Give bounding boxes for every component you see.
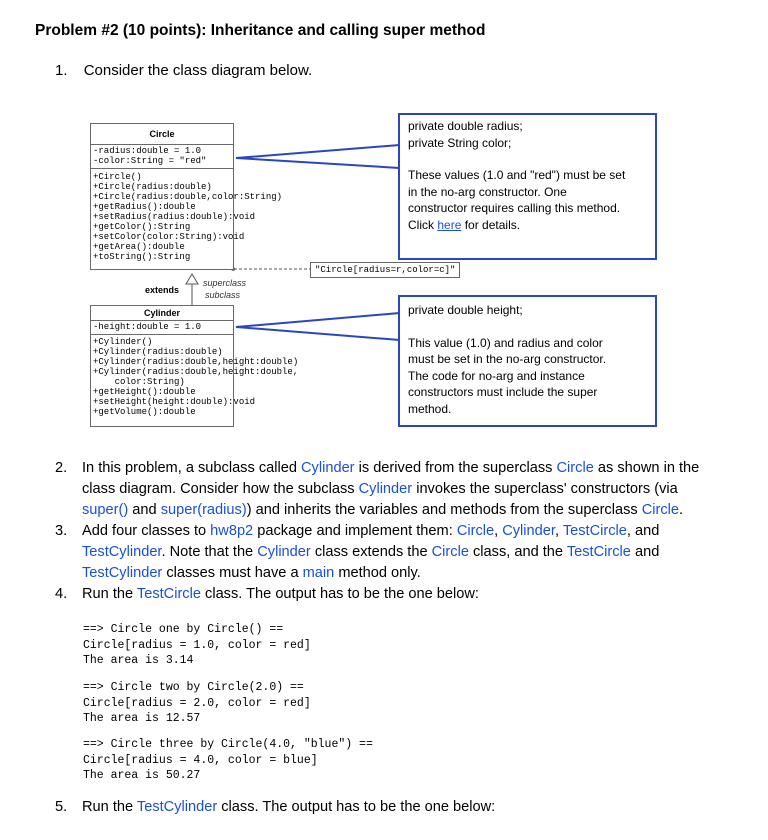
output-block-3 (83, 737, 373, 784)
item-4-line (82, 584, 479, 604)
note2-callout (236, 313, 400, 340)
cylinder-method: +Cylinder(radius:double,height:double) (93, 357, 299, 367)
item-4-text: Run the (82, 586, 137, 602)
item-2-text: and (128, 502, 161, 518)
cylinder-attr: -height:double = 1.0 (93, 322, 202, 332)
cylinder-method: +getHeight():double (93, 387, 196, 397)
item-2-text: is derived from the superclass (354, 460, 557, 476)
item-3-line2 (82, 542, 659, 562)
item-2-line1 (82, 458, 699, 478)
note1-body-a: These values (1.0 and "red") must be set (408, 168, 626, 182)
note2-body-e: method. (408, 401, 452, 416)
extends-label: extends (145, 285, 180, 295)
note1-line2: private String color; (408, 135, 512, 150)
cylinder-method: +getVolume():double (93, 407, 196, 417)
circle-method: +toString():String (93, 252, 191, 262)
note2-body-d: constructors must include the super (408, 385, 598, 399)
output-line: The area is 12.57 (83, 712, 201, 725)
output-line: ==> Circle one by Circle() == (83, 623, 284, 636)
output-line: Circle[radius = 2.0, color = red] (83, 696, 311, 710)
item-2-text: invokes the superclass' constructors (via (412, 481, 678, 497)
testcircle-ref: TestCircle (566, 544, 631, 560)
item-3-line3 (82, 563, 421, 583)
output-line: Circle[radius = 4.0, color = blue] (83, 753, 318, 767)
item-2-text: . (679, 502, 684, 518)
testcircle-ref: TestCircle (562, 523, 627, 539)
testcylinder-ref: TestCylinder (136, 799, 218, 815)
item-5-text: class. The output has to be the one below: (217, 799, 496, 815)
output-line: Circle[radius = 1.0, color = red] (83, 638, 311, 652)
note1-body-d (408, 217, 647, 234)
item-4-text: class. The output has to be the one below: (200, 586, 479, 602)
cylinder-attributes (91, 320, 233, 334)
super-ref: super() (82, 502, 129, 518)
item-5-number: 5. (55, 799, 68, 815)
item-3-text: classes must have a (162, 565, 303, 581)
item-2-text: In this problem, a subclass called (82, 460, 302, 476)
output-line: The area is 3.14 (83, 654, 194, 667)
testcylinder-ref: TestCylinder (82, 565, 163, 581)
testcylinder-ref: TestCylinder (82, 544, 162, 560)
item-1-text: Consider the class diagram below. (83, 62, 313, 79)
cylinder-ref: Cylinder (358, 481, 413, 497)
output-block-2 (83, 680, 311, 727)
super-radius-ref: super(radius) (160, 502, 247, 518)
circle-method: +setColor(color:String):void (93, 232, 245, 242)
circle-method: +getRadius():double (93, 202, 196, 212)
note1-body-c: constructor requires calling this method. (408, 201, 621, 215)
note2-line1: private double height; (408, 303, 523, 317)
item-3-text: . Note that the (161, 544, 258, 560)
note1-body-d-post: for details. (461, 217, 521, 232)
item-3-text: class extends the (310, 544, 432, 560)
circle-ref: Circle (556, 460, 594, 476)
cylinder-class-name: Cylinder (143, 308, 180, 318)
circle-ref: Circle (641, 502, 680, 518)
circle-attr: -color:String = "red" (93, 156, 207, 166)
circle-methods (91, 168, 283, 262)
item-3-text: , (494, 523, 503, 539)
cylinder-method: +Cylinder(radius:double,height:double, (93, 367, 299, 377)
cylinder-method: color:String) (93, 377, 185, 387)
circle-class-name: Circle (149, 129, 175, 139)
inheritance-arrowhead (186, 274, 198, 284)
cylinder-ref: Cylinder (301, 460, 355, 476)
item-3-text: Add four classes to (82, 523, 211, 539)
cylinder-methods (91, 334, 299, 417)
item-3-text: and (630, 544, 660, 560)
circle-method: +Circle(radius:double) (93, 182, 212, 192)
item-3-text: method only. (334, 565, 421, 581)
cylinder-method: +Cylinder() (93, 337, 153, 347)
item-3-text: class, and the (468, 544, 567, 560)
note2-body-a: This value (1.0) and radius and color (408, 335, 603, 350)
package-ref: hw8p2 (210, 523, 254, 539)
item-2-text: class diagram. Consider how the subclass (82, 481, 359, 497)
cylinder-method: +setHeight(height:double):void (93, 397, 256, 407)
note2-body-b: must be set in the no-arg constructor. (408, 352, 607, 366)
item-2-text: ) and inherits the variables and methods from the superclass (246, 502, 642, 518)
item-2-line2 (82, 479, 678, 499)
note1-callout (236, 145, 400, 168)
item-2-number: 2. (55, 460, 68, 476)
item-1-number: 1. (55, 62, 68, 79)
main-ref: main (302, 565, 335, 581)
circle-method: +getArea():double (93, 242, 185, 252)
superclass-label: superclass (203, 278, 247, 288)
note1-body-b: in the no-arg constructor. One (408, 184, 567, 199)
cylinder-note (398, 295, 657, 427)
circle-method: +Circle() (93, 172, 142, 182)
item-3-text: package and implement them: (253, 523, 457, 539)
details-link[interactable]: here (437, 217, 462, 232)
circle-method: +Circle(radius:double,color:String) (93, 192, 283, 202)
cylinder-ref: Cylinder (257, 544, 311, 560)
circle-ref: Circle (456, 523, 495, 539)
note1-body-d-pre: Click (408, 217, 438, 232)
cylinder-method: +Cylinder(radius:double) (93, 347, 223, 357)
output-line: ==> Circle two by Circle(2.0) == (83, 681, 304, 694)
output-line: The area is 50.27 (83, 769, 201, 782)
item-3-text: , (554, 523, 563, 539)
item-3-number: 3. (55, 523, 68, 539)
circle-method: +setRadius(radius:double):void (93, 212, 256, 222)
problem-title: Problem #2 (10 points): Inheritance and calling super method (35, 22, 486, 39)
item-2-text: as shown in the (593, 460, 700, 476)
cylinder-class-box (90, 305, 299, 427)
circle-attr: -radius:double = 1.0 (93, 146, 202, 156)
item-5-line (82, 797, 495, 817)
item-5-text: Run the (82, 799, 137, 815)
circle-method: +getColor():String (93, 222, 191, 232)
note2-body-c: The code for no-arg and instance (408, 368, 585, 383)
item-2-line3 (82, 500, 683, 520)
circle-note (398, 113, 657, 260)
item-3-line1 (82, 521, 659, 541)
item-3-text: , and (626, 523, 660, 539)
circle-class-box (90, 123, 283, 270)
note1-line1: private double radius; (408, 119, 523, 133)
item-4-number: 4. (55, 586, 68, 602)
output-line: ==> Circle three by Circle(4.0, "blue") == (83, 738, 373, 751)
circle-ref: Circle (431, 544, 469, 560)
output-block-1 (83, 622, 311, 669)
testcircle-ref: TestCircle (136, 586, 201, 602)
cylinder-ref: Cylinder (502, 523, 555, 539)
tostring-note: "Circle[radius=r,color=c]" (310, 262, 460, 278)
subclass-label: subclass (205, 290, 241, 300)
circle-attributes (91, 144, 233, 168)
